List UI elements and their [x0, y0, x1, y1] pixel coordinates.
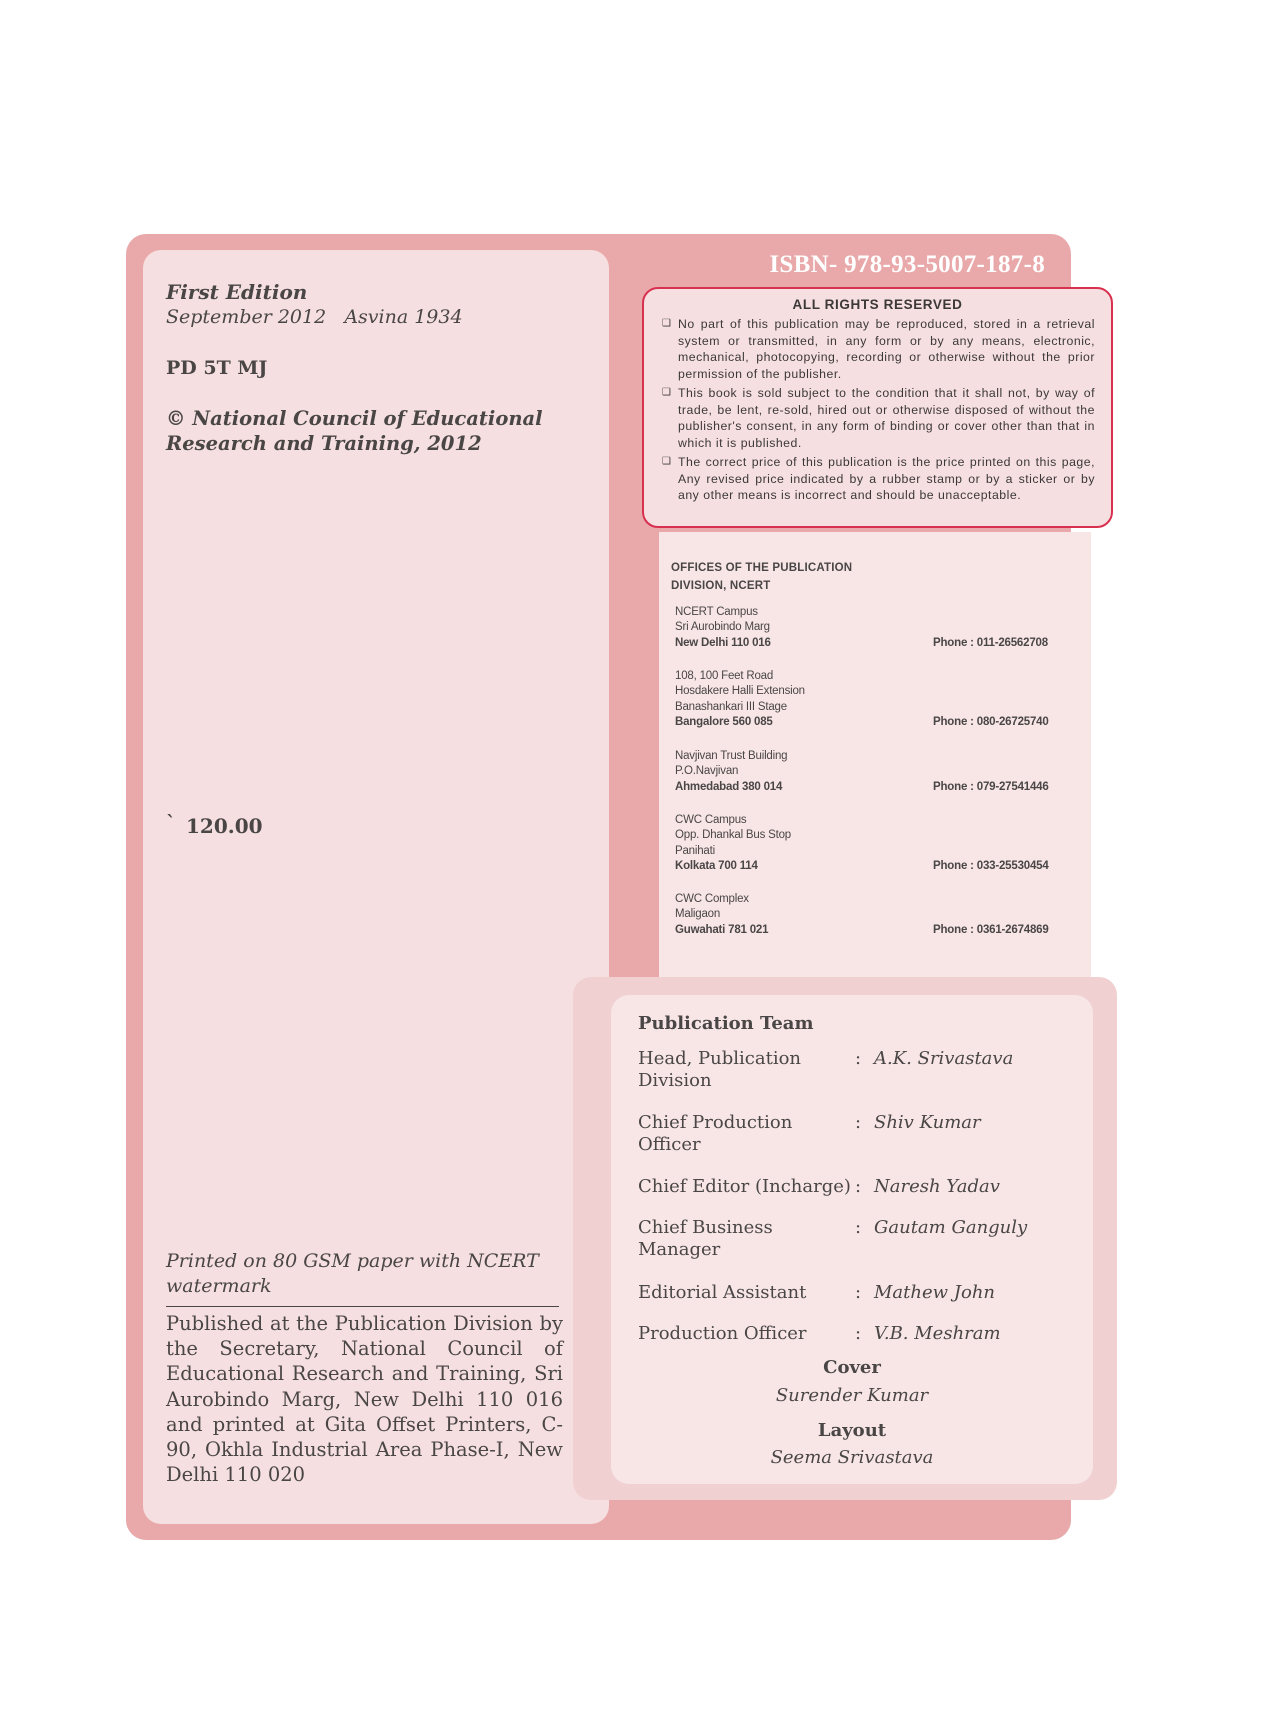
- team-colon: :: [855, 1176, 862, 1197]
- checkbox-bullet-icon: ❑: [662, 318, 672, 329]
- team-role: Chief Editor (Incharge): [638, 1176, 851, 1197]
- rights-box: [642, 287, 1113, 528]
- team-role: Head, Publication Division: [638, 1048, 802, 1091]
- team-colon: :: [855, 1112, 862, 1133]
- office-address-line: 108, 100 Feet Road: [675, 670, 774, 682]
- office-phone: Phone : 011-26562708: [933, 636, 1048, 649]
- rupee-symbol: `: [166, 812, 176, 834]
- team-colon: :: [855, 1048, 862, 1069]
- office-phone: Phone : 0361-2674869: [933, 923, 1049, 936]
- edition-date: September 2012 Asvina 1934: [166, 306, 463, 328]
- offices-title-line: DIVISION, NCERT: [671, 580, 771, 592]
- paper-note: Printed on 80 GSM paper with NCERT watermark: [166, 1250, 539, 1297]
- rights-item: ❑ This book is sold subject to the condition that it shall not, by way of trade, be lent, re-sold, hired out or otherwise disposed of without the publisher's consent, in any form of binding or cover other than that in which it is published.: [662, 386, 1095, 450]
- checkbox-bullet-icon: ❑: [662, 387, 672, 398]
- office-phone: Phone : 080-26725740: [933, 715, 1049, 728]
- office-address-line: Opp. Dhankal Bus Stop: [675, 829, 791, 842]
- office-address-line: CWC Complex: [675, 893, 749, 905]
- team-role: Chief Business Manager: [638, 1217, 773, 1260]
- office-entry: [675, 749, 1075, 795]
- team-role: Chief Production Officer: [638, 1112, 793, 1155]
- copyright-line-1: © National Council of Educational: [166, 407, 543, 430]
- team-role: Production Officer: [638, 1323, 807, 1344]
- publication-code: PD 5T MJ: [166, 357, 268, 379]
- office-address-line: CWC Campus: [675, 814, 747, 826]
- office-address-line: NCERT Campus: [675, 606, 758, 618]
- offices-panel: [659, 532, 1091, 977]
- team-colon: :: [855, 1323, 862, 1344]
- office-city: Kolkata 700 114: [675, 859, 758, 872]
- office-phone: Phone : 033-25530454: [933, 859, 1049, 872]
- team-name: V.B. Meshram: [874, 1323, 1001, 1344]
- office-entry: [675, 813, 1075, 874]
- office-address-line: Navjivan Trust Building: [675, 750, 788, 762]
- office-city: Ahmedabad 380 014: [675, 780, 783, 793]
- rights-item: ❑ The correct price of this publication is the price printed on this page, Any revised price indicated by a rubber stamp or by a sticker or by any other means is incorrect and should be unacceptable.: [662, 455, 1095, 502]
- office-address-line: Panihati: [675, 844, 715, 857]
- office-address-line: Hosdakere Halli Extension: [675, 685, 805, 698]
- office-address-line: P.O.Navjivan: [675, 765, 739, 778]
- team-role: Editorial Assistant: [638, 1282, 807, 1303]
- team-colon: :: [855, 1282, 862, 1303]
- isbn: ISBN- 978-93-5007-187-8: [769, 251, 1045, 278]
- office-address-line: Banashankari III Stage: [675, 700, 787, 713]
- office-entry: [675, 892, 1075, 938]
- divider: [166, 1306, 559, 1307]
- team-name: Shiv Kumar: [874, 1112, 981, 1133]
- offices-title-line: OFFICES OF THE PUBLICATION: [671, 562, 853, 574]
- offices-title: [671, 559, 852, 595]
- team-name: Mathew John: [874, 1282, 996, 1303]
- team-name: Gautam Ganguly: [874, 1217, 1028, 1238]
- publisher-note: Published at the Publication Division by the Secretary, National Council of Educational Research and Training, Sri Aurobindo Marg, New Delhi 110 016 and printed at Gita Offset Printers, C-90, Okhla Industrial Area Phase-I, New Delhi 110 020: [166, 1312, 563, 1487]
- team-name: Naresh Yadav: [874, 1176, 1000, 1197]
- edition-label: First Edition: [166, 280, 308, 304]
- office-city: Guwahati 781 021: [675, 923, 769, 936]
- price: 120.00: [186, 814, 263, 838]
- checkbox-bullet-icon: ❑: [662, 456, 672, 467]
- copyright-line-2: Research and Training, 2012: [166, 432, 482, 455]
- cover-label: Cover: [823, 1357, 881, 1378]
- layout-name: Seema Srivastava: [770, 1447, 934, 1468]
- office-city: New Delhi 110 016: [675, 636, 771, 649]
- cover-name: Surender Kumar: [775, 1385, 929, 1406]
- team-colon: :: [855, 1217, 862, 1238]
- office-address-line: Maligaon: [675, 908, 721, 921]
- rights-title: ALL RIGHTS RESERVED: [792, 297, 963, 312]
- team-title: Publication Team: [638, 1013, 814, 1034]
- layout-label: Layout: [817, 1420, 887, 1441]
- office-entry: [675, 669, 1075, 730]
- office-phone: Phone : 079-27541446: [933, 780, 1049, 793]
- office-city: Bangalore 560 085: [675, 715, 773, 728]
- team-name: A.K. Srivastava: [874, 1048, 1014, 1069]
- office-address-line: Sri Aurobindo Marg: [675, 621, 770, 634]
- office-entry: [675, 605, 1075, 651]
- rights-item: ❑ No part of this publication may be reproduced, stored in a retrieval system or transmitted, in any form or by any means, electronic, mechanical, photocopying, recording or otherwise without the prior permission of the publisher.: [662, 317, 1095, 381]
